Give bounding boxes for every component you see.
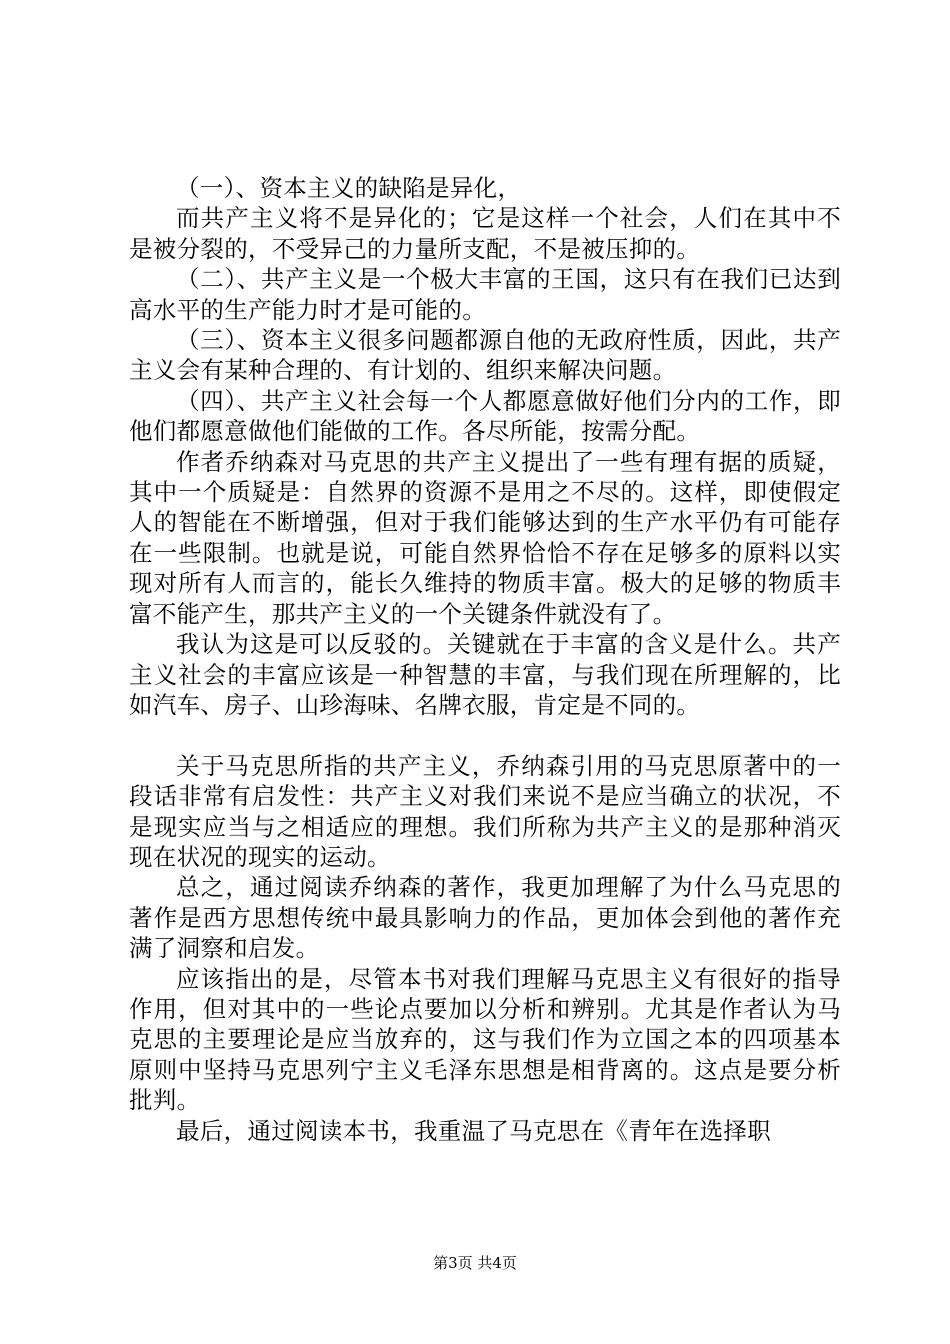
page-footer [0,1253,950,1273]
paragraph-5: （四）、共产主义社会每一个人都愿意做好他们分内的工作，即他们都愿意做他们能做的工作。各尽所能，按需分配。 [129,386,841,446]
paragraph-8: 关于马克思所指的共产主义，乔纳森引用的马克思原著中的一段话非常有启发性：共产主义对我们来说不是应当确立的状况，不是现实应当与之相适应的理想。我们所称为共产主义的是那种消灭现在状况的现实的运动。 [129,751,841,871]
paragraph-3: （二）、共产主义是一个极大丰富的王国，这只有在我们已达到高水平的生产能力时才是可能的。 [129,265,841,324]
document-body [129,173,841,1146]
page-number-label: 第3页 共4页 [433,1254,517,1272]
paragraph-6: 作者乔纳森对马克思的共产主义提出了一些有理有据的质疑，其中一个质疑是：自然界的资源不是用之不尽的。这样，即使假定人的智能在不断增强，但对于我们能够达到的生产水平仍有可能存在一些限制。也就是说，可能自然界恰恰不存在足够多的原料以实现对所有人而言的，能长久维持的物质丰富。极大的足够的物质丰富不能产生，那共产主义的一个关键条件就没有了。 [129,447,841,628]
paragraph-1: （一）、资本主义的缺陷是异化， [176,174,522,202]
paragraph-7: 我认为这是可以反驳的。关键就在于丰富的含义是什么。共产主义社会的丰富应该是一种智慧的丰富，与我们现在所理解的，比如汽车、房子、山珍海味、名牌衣服，肯定是不同的。 [129,630,841,719]
paragraph-10: 应该指出的是，尽管本书对我们理解马克思主义有很好的指导作用，但对其中的一些论点要加以分析和辨别。尤其是作者认为马克思的主要理论是应当放弃的，这与我们作为立国之本的四项基本原则中坚持马克思列宁主义毛泽东思想是相背离的。这点是要分析批判。 [129,964,841,1115]
paragraph-11: 最后，通过阅读本书，我重温了马克思在《青年在选择职 [176,1116,771,1145]
paragraph-2: 而共产主义将不是异化的；它是这样一个社会，人们在其中不是被分裂的，不受异己的力量所支配，不是被压抑的。 [129,204,841,263]
paragraph-9: 总之，通过阅读乔纳森的著作，我更加理解了为什么马克思的著作是西方思想传统中最具影响力的作品，更加体会到他的著作充满了洞察和启发。 [129,873,841,963]
paragraph-4: （三）、资本主义很多问题都源自他的无政府性质，因此，共产主义会有某种合理的、有计划的、组织来解决问题。 [129,326,841,385]
